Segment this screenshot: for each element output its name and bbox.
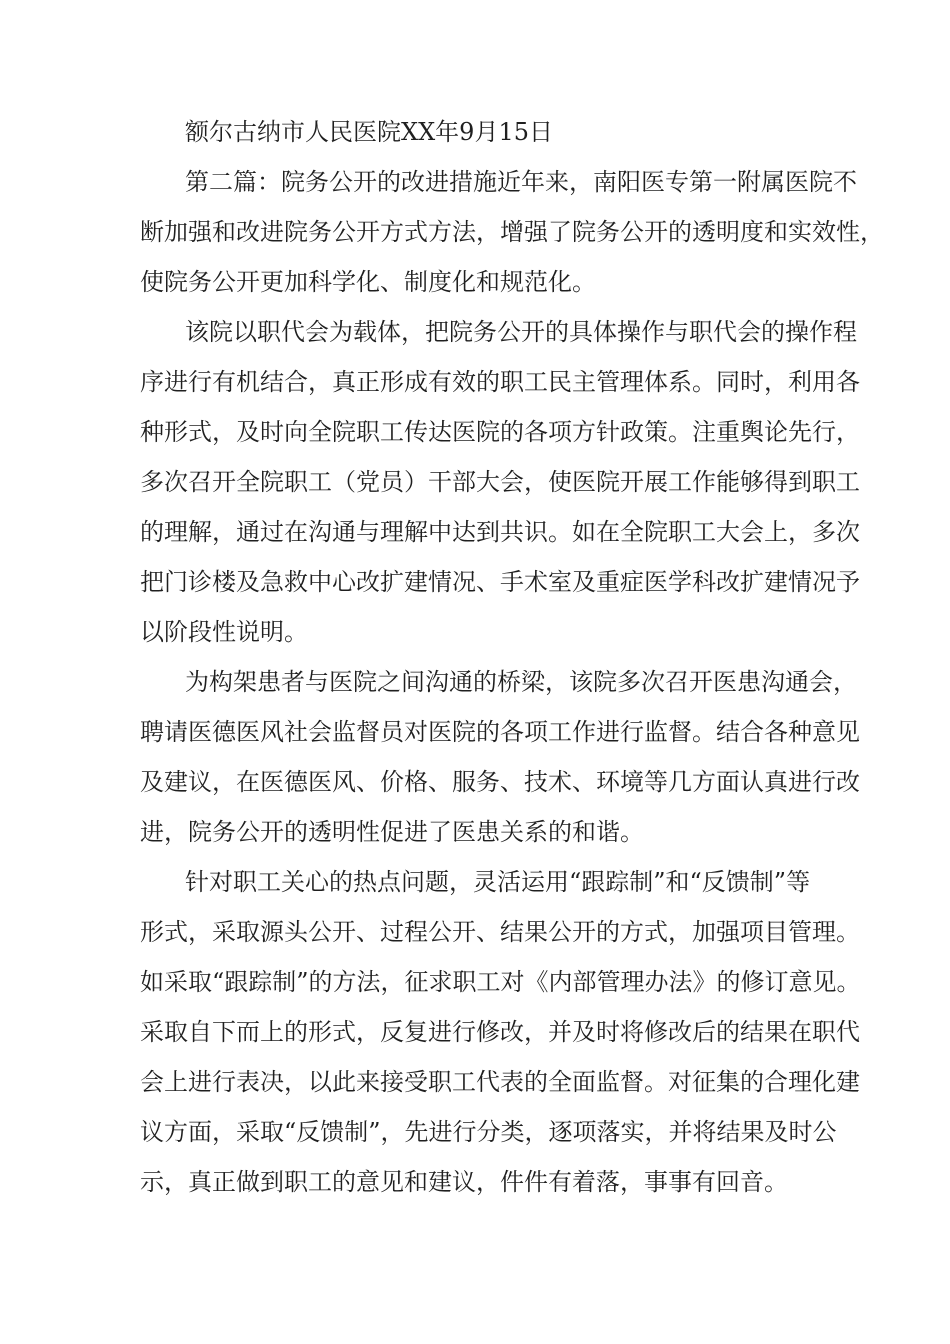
- paragraph-line: 第二篇：院务公开的改进措施近年来，南阳医专第一附属医院不: [185, 168, 857, 196]
- paragraph-line: 的理解，通过在沟通与理解中达到共识。如在全院职工大会上，多次: [140, 518, 860, 546]
- paragraph-line: 为构架患者与医院之间沟通的桥梁，该院多次召开医患沟通会，: [185, 668, 857, 696]
- paragraph-line: 以阶段性说明。: [140, 618, 308, 646]
- paragraph-line: 进，院务公开的透明性促进了医患关系的和谐。: [140, 818, 644, 846]
- signature-line: 额尔古纳市人民医院XX年9月15日: [185, 118, 553, 146]
- paragraph-line: 形式，采取源头公开、过程公开、结果公开的方式，加强项目管理。: [140, 918, 860, 946]
- paragraph-line: 种形式，及时向全院职工传达医院的各项方针政策。注重舆论先行，: [140, 418, 860, 446]
- paragraph-line: 多次召开全院职工（党员）干部大会，使医院开展工作能够得到职工: [140, 468, 860, 496]
- paragraph-line: 针对职工关心的热点问题，灵活运用“跟踪制”和“反馈制”等: [185, 868, 811, 896]
- paragraph-line: 使院务公开更加科学化、制度化和规范化。: [140, 268, 596, 296]
- paragraph-line: 示，真正做到职工的意见和建议，件件有着落，事事有回音。: [140, 1168, 788, 1196]
- paragraph-line: 议方面，采取“反馈制”，先进行分类，逐项落实，并将结果及时公: [140, 1118, 837, 1146]
- paragraph-line: 及建议，在医德医风、价格、服务、技术、环境等几方面认真进行改: [140, 768, 860, 796]
- paragraph-line: 会上进行表决，以此来接受职工代表的全面监督。对征集的合理化建: [140, 1068, 860, 1096]
- paragraph-line: 采取自下而上的形式，反复进行修改，并及时将修改后的结果在职代: [140, 1018, 860, 1046]
- paragraph-line: 断加强和改进院务公开方式方法，增强了院务公开的透明度和实效性，: [140, 218, 884, 246]
- paragraph-line: 聘请医德医风社会监督员对医院的各项工作进行监督。结合各种意见: [140, 718, 860, 746]
- paragraph-line: 把门诊楼及急救中心改扩建情况、手术室及重症医学科改扩建情况予: [140, 568, 860, 596]
- paragraph-line: 序进行有机结合，真正形成有效的职工民主管理体系。同时，利用各: [140, 368, 860, 396]
- paragraph-line: 如采取“跟踪制”的方法，征求职工对《内部管理办法》的修订意见。: [140, 968, 861, 996]
- paragraph-line: 该院以职代会为载体，把院务公开的具体操作与职代会的操作程: [185, 318, 857, 346]
